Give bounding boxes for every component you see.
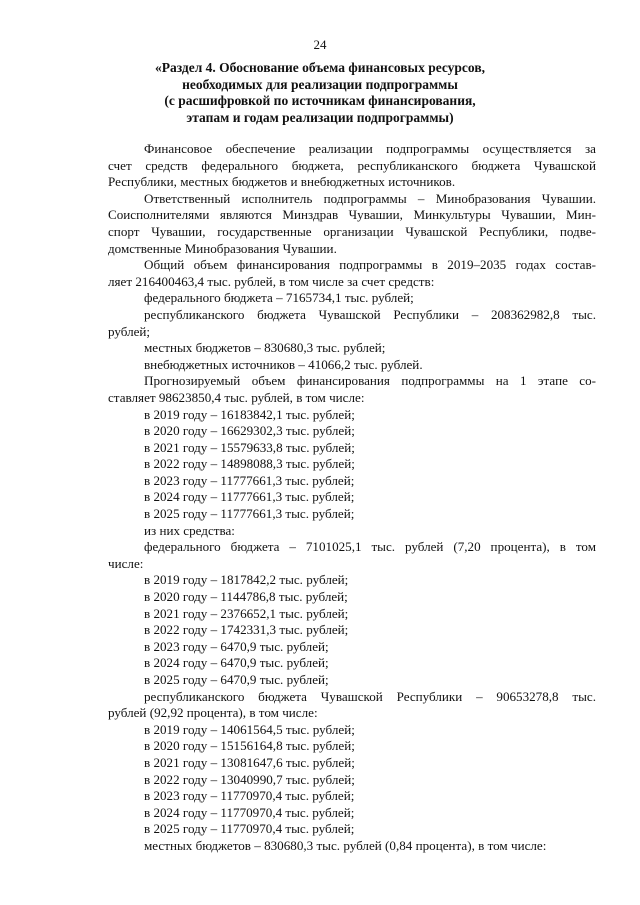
text-line: республиканского бюджета Чувашской Республики – 90653278,8 тыс. bbox=[144, 688, 596, 704]
text-line: в 2021 году – 15579633,8 тыс. рублей; bbox=[144, 439, 355, 455]
text-line: счет средств федерального бюджета, республиканского бюджета Чувашской bbox=[108, 157, 596, 173]
heading-line: этапам и годам реализации подпрограммы) bbox=[186, 109, 454, 125]
heading-line: необходимых для реализации подпрограммы bbox=[182, 76, 458, 92]
text-line: спорт Чувашии, государственные организации Чувашской Республики, подве- bbox=[108, 223, 596, 239]
text-line: в 2023 году – 11777661,3 тыс. рублей; bbox=[144, 472, 355, 488]
text-line: из них средства: bbox=[144, 522, 235, 538]
text-line: в 2020 году – 15156164,8 тыс. рублей; bbox=[144, 738, 355, 754]
paragraph bbox=[108, 821, 596, 838]
text-line: ставляет 98623850,4 тыс. рублей, в том числе: bbox=[108, 389, 365, 405]
paragraph bbox=[108, 539, 596, 572]
paragraph bbox=[108, 589, 596, 606]
text-line: в 2025 году – 11777661,3 тыс. рублей; bbox=[144, 506, 355, 522]
text-line: федерального бюджета – 7165734,1 тыс. рублей; bbox=[144, 290, 414, 306]
text-line: Республики, местных бюджетов и внебюджетных источников. bbox=[108, 174, 456, 190]
paragraph bbox=[108, 141, 596, 191]
text-line: в 2019 году – 1817842,2 тыс. рублей; bbox=[144, 572, 349, 588]
text-line: в 2019 году – 14061564,5 тыс. рублей; bbox=[144, 721, 355, 737]
paragraph bbox=[108, 340, 596, 357]
paragraph bbox=[108, 689, 596, 722]
text-line: Прогнозируемый объем финансирования подпрограммы на 1 этапе со- bbox=[144, 373, 596, 389]
paragraph bbox=[108, 772, 596, 789]
paragraph bbox=[108, 755, 596, 772]
text-line: рублей (92,92 процента), в том числе: bbox=[108, 705, 318, 721]
text-line: рублей; bbox=[108, 323, 151, 339]
text-line: в 2021 году – 13081647,6 тыс. рублей; bbox=[144, 754, 355, 770]
paragraph bbox=[108, 440, 596, 457]
heading-line: «Раздел 4. Обоснование объема финансовых ресурсов, bbox=[154, 60, 486, 75]
text-line: домственные Минобразования Чувашии. bbox=[108, 240, 337, 256]
text-line: в 2022 году – 1742331,3 тыс. рублей; bbox=[144, 622, 349, 638]
paragraph bbox=[108, 805, 596, 822]
paragraph bbox=[108, 672, 596, 689]
paragraph bbox=[108, 655, 596, 672]
text-line: в 2019 году – 16183842,1 тыс. рублей; bbox=[144, 406, 355, 422]
text-line: в 2020 году – 1144786,8 тыс. рублей; bbox=[144, 589, 348, 605]
paragraph bbox=[108, 622, 596, 639]
paragraph bbox=[108, 307, 596, 340]
text-line: Финансовое обеспечение реализации подпрограммы осуществляется за bbox=[144, 141, 596, 156]
text-line: Соисполнителями являются Минздрав Чувашии, Минкультуры Чувашии, Мин- bbox=[108, 207, 596, 223]
paragraph bbox=[108, 639, 596, 656]
paragraph bbox=[108, 523, 596, 540]
body-text bbox=[108, 141, 596, 855]
text-line: внебюджетных источников – 41066,2 тыс. рублей. bbox=[144, 356, 423, 372]
paragraph bbox=[108, 407, 596, 424]
text-line: в 2024 году – 11777661,3 тыс. рублей; bbox=[144, 489, 355, 505]
paragraph bbox=[108, 572, 596, 589]
paragraph bbox=[108, 722, 596, 739]
text-line: Общий объем финансирования подпрограммы в 2019–2035 годах состав- bbox=[144, 257, 596, 273]
text-line: в 2021 году – 2376652,1 тыс. рублей; bbox=[144, 605, 349, 621]
paragraph bbox=[108, 606, 596, 623]
paragraph bbox=[108, 738, 596, 755]
paragraph bbox=[108, 191, 596, 257]
paragraph bbox=[108, 473, 596, 490]
paragraph bbox=[108, 788, 596, 805]
text-line: в 2025 году – 11770970,4 тыс. рублей; bbox=[144, 821, 355, 837]
paragraph bbox=[108, 506, 596, 523]
text-line: в 2020 году – 16629302,3 тыс. рублей; bbox=[144, 423, 355, 439]
text-line: федерального бюджета – 7101025,1 тыс. рублей (7,20 процента), в том bbox=[144, 539, 596, 555]
text-line: республиканского бюджета Чувашской Республики – 208362982,8 тыс. bbox=[144, 306, 596, 322]
text-line: в 2023 году – 11770970,4 тыс. рублей; bbox=[144, 788, 355, 804]
text-line: в 2023 году – 6470,9 тыс. рублей; bbox=[144, 638, 329, 654]
text-line: в 2022 году – 14898088,3 тыс. рублей; bbox=[144, 456, 355, 472]
paragraph bbox=[108, 373, 596, 406]
text-line: в 2022 году – 13040990,7 тыс. рублей; bbox=[144, 771, 355, 787]
text-line: местных бюджетов – 830680,3 тыс. рублей; bbox=[144, 340, 386, 356]
text-line: в 2024 году – 11770970,4 тыс. рублей; bbox=[144, 804, 355, 820]
text-line: ляет 216400463,4 тыс. рублей, в том числе за счет средств: bbox=[108, 273, 435, 289]
paragraph bbox=[108, 257, 596, 290]
paragraph bbox=[108, 489, 596, 506]
section-heading bbox=[100, 60, 540, 126]
paragraph bbox=[108, 423, 596, 440]
paragraph bbox=[108, 456, 596, 473]
paragraph bbox=[108, 290, 596, 307]
text-line: Ответственный исполнитель подпрограммы – Минобразования Чувашии. bbox=[144, 190, 596, 206]
text-line: в 2025 году – 6470,9 тыс. рублей; bbox=[144, 672, 329, 687]
text-line: числе: bbox=[108, 555, 144, 571]
text-line: в 2024 году – 6470,9 тыс. рублей; bbox=[144, 655, 329, 671]
heading-line: (с расшифровкой по источникам финансирования, bbox=[164, 93, 476, 108]
text-line: местных бюджетов – 830680,3 тыс. рублей (0,84 процента), в том числе: bbox=[144, 837, 547, 853]
paragraph bbox=[108, 357, 596, 374]
paragraph bbox=[108, 838, 596, 855]
page-number: 24 bbox=[313, 37, 327, 52]
